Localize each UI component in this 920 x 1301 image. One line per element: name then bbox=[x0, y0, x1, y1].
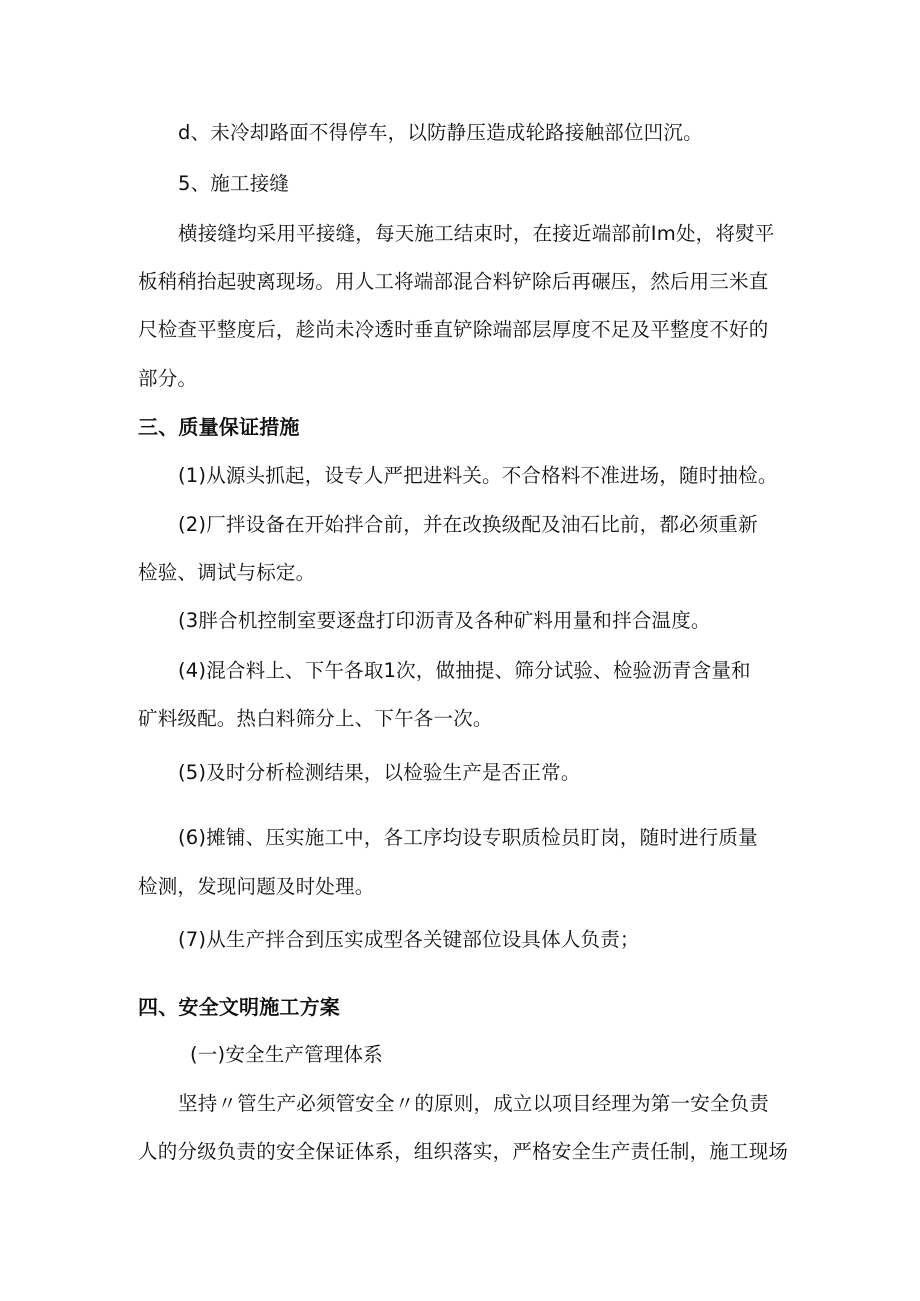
paragraph-line: 板稍稍抬起驶离现场。用人工将端部混合料铲除后再碾压，然后用三米直 bbox=[138, 270, 769, 293]
paragraph-line: 矿料级配。热白料筛分上、下午各一次。 bbox=[138, 707, 493, 730]
section-subheading: 5、施工接缝 bbox=[178, 172, 290, 195]
section-subheading: (一)安全生产管理体系 bbox=[190, 1043, 383, 1066]
paragraph-line: d、未冷却路面不得停车，以防静压造成轮路接触部位凹沉。 bbox=[178, 121, 703, 144]
paragraph-line: 坚持〃管生产必须管安全〃的原则，成立以项目经理为第一安全负责 bbox=[178, 1092, 770, 1115]
section-heading: 四、安全文明施工方案 bbox=[138, 995, 340, 1019]
list-item: (7)从生产拌合到压实成型各关键部位设具体人负责； bbox=[178, 928, 640, 951]
paragraph-line: 横接缝均采用平接缝，每天施工结束时，在接近端部前Im处，将熨平 bbox=[178, 222, 775, 245]
list-item: (6)摊铺、压实施工中，各工序均设专职质检员盯岗，随时进行质量 bbox=[178, 826, 758, 849]
list-item: (2)厂拌设备在开始拌合前，并在改换级配及油石比前，都必须重新 bbox=[178, 513, 758, 536]
section-heading: 三、质量保证措施 bbox=[138, 415, 300, 439]
list-item: (3胖合机控制室要逐盘打印沥青及各种矿料用量和拌合温度。 bbox=[178, 609, 711, 632]
list-item: (4)混合料上、下午各取1次，做抽提、筛分试验、检验沥青含量和 bbox=[178, 659, 751, 682]
paragraph-line: 检测，发现问题及时处理。 bbox=[138, 875, 375, 898]
paragraph-line: 人的分级负责的安全保证体系，组织落实，严格安全生产责任制，施工现场 bbox=[138, 1140, 789, 1163]
paragraph-line: 检验、调试与标定。 bbox=[138, 561, 316, 584]
paragraph-line: 部分。 bbox=[138, 367, 198, 390]
paragraph-line: 尺检查平整度后，趁尚未冷透时垂直铲除端部层厚度不足及平整度不好的 bbox=[138, 318, 769, 341]
list-item: (5)及时分析检测结果，以检验生产是否正常。 bbox=[178, 761, 581, 784]
list-item: (1)从源头抓起，设专人严把进料关。不合格料不准进场，随时抽检。 bbox=[178, 464, 778, 487]
